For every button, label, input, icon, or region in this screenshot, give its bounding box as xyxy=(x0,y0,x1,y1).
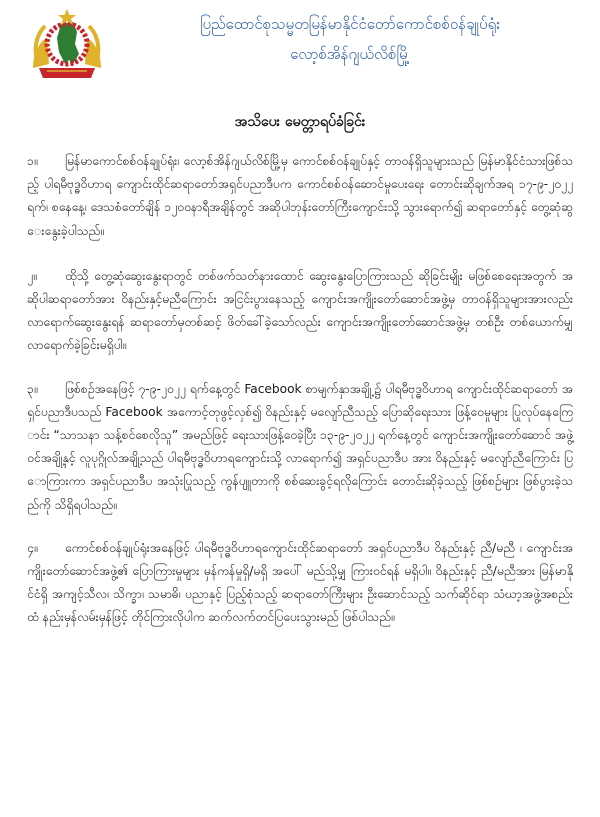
paragraph-4 xyxy=(27,537,573,630)
paragraph-text: ကောင်စစ်ဝန်ချုပ်ရုံးအနေဖြင့် ပါရမီဗုဒ္ဓဝိဟာရကျောင်းထိုင်ဆရာတော် အရှင်ပညာဒီပ ဝိနည်းနှင့် ညီ/မညီ ၊ ကျောင်းအကျိုးတော်ဆောင်အဖွဲ့၏ ပြောကြားမှုများ မှန်ကန်မှုရှိ/မရှိ အပေါ် မည်သို့မျှ ကြားဝင်ရန် မရှိပါ။ ဝိနည်းနှင့် ညီ/မညီအား မြန်မာနိုင်ငံရှိ အကျင့်သီလ၊ သိက္ခာ၊ သမာဓိ၊ ပညာနှင့် ပြည့်စုံသည့် ဆရာတော်ကြီးများ ဦးဆောင်သည့် သက်ဆိုင်ရာ သံဃာ့အဖွဲ့အစည်းထံ နည်းမှန်လမ်းမှန်ဖြင့် တိုင်ကြားလိုပါက ဆက်လက်တင်ပြပေးသွားမည် ဖြစ်ပါသည်။ xyxy=(27,540,573,625)
paragraph-number: ၂။ xyxy=(27,268,37,283)
paragraph-number: ၃။ xyxy=(27,381,38,396)
paragraph-2 xyxy=(27,265,573,358)
paragraph-1 xyxy=(27,150,573,243)
paragraph-number: ၁။ xyxy=(27,154,38,168)
paragraph-text: မြန်မာကောင်စစ်ဝန်ချုပ်ရုံး၊ လော့စ်အိန်ဂျယ်လိစ်မြို့မှ ကောင်စစ်ဝန်ချုပ်နှင့် တာဝန်ရှိသူများသည် မြန်မာနိုင်ငံသားဖြစ်သည့် ပါရမီဗုဒ္ဓဝိဟာရ ကျောင်းထိုင်ဆရာတော်အရှင်ပညာဒီပက ကောင်စစ်ဝန်ဆောင်မှုပေးရေး တောင်းဆိုချက်အရ ၁၇-၉-၂၀၂၂ ရက်၊ စနေနေ့၊ ဒေသစံတော်ချိန် ၁၂၀၀နာရီအချိန်တွင် အဆိုပါဘုန်းတော်ကြီးကျောင်းသို့ သွားရောက်၍ ဆရာတော်နှင့် တွေ့ဆုံဆွေးနွေးခဲ့ပါသည်။ xyxy=(27,154,573,238)
document-body xyxy=(27,150,573,650)
org-name-line2: လော့စ်အိန်ဂျယ်လိစ်မြို့ xyxy=(290,45,410,63)
paragraph-number: ၄။ xyxy=(27,540,38,555)
paragraph-text: ဖြစ်စဉ်အနေဖြင့် ၇-၉-၂၀၂၂ ရက်နေ့တွင် Facebook စာမျက်နှာအချို့၌ ပါရမီဗုဒ္ဓဝိဟာရ ကျောင်းထိုင်ဆရာတော် အရှင်ပညာဒီပသည် Facebook အကောင့်တုဖွင့်လှစ်၍ ဝိနည်းနှင့် မလျော်ညီသည့် ပြောဆိုရေးသား ဖြန့်ဝေမှုများ ပြုလုပ်နေကြောင်း “သာသနာ သန့်စင်စေလိုသူ” အမည်ဖြင့် ရေးသားဖြန့်ဝေခဲ့ပြီး ၁၃-၉-၂၀၂၂ ရက်နေ့တွင် ကျောင်းအကျိုးတော်ဆောင် အဖွဲ့ဝင်အချို့နှင့် လူပုဂ္ဂိုလ်အချို့သည် ပါရမီဗုဒ္ဓဝိဟာရကျောင်းသို့ လာရောက်၍ အရှင်ပညာဒီပ အား ဝိနည်းနှင့် မလျော်ညီကြောင်း ပြောကြားကာ အရှင်ပညာဒီပ အသုံးပြုသည့် ကွန်ပျူတာကို စစ်ဆေးခွင့်ရလိုကြောင်း တောင်းဆိုခဲ့သည့် ဖြစ်စဉ်များ ဖြစ်ပွားခဲ့သည်ကို သိရှိရပါသည်။ xyxy=(27,381,573,512)
state-emblem-icon xyxy=(29,8,105,80)
paragraph-3 xyxy=(27,378,573,517)
letterhead xyxy=(0,0,600,92)
document-title: အသိပေး မေတ္တာရပ်ခံခြင်း xyxy=(234,114,366,130)
paragraph-text: ထိုသို့ တွေ့ဆုံဆွေးနွေးရာတွင် တစ်ဖက်သတ်နားထောင် ဆွေးနွေးပြောကြားသည် ဆိုခြင်းမျိုး မဖြစ်စေရေးအတွက် အဆိုပါဆရာတော်အား ဝိနည်းနှင့်မညီကြောင်း အငြင်းပွားနေသည့် ကျောင်းအကျိုးတော်ဆောင်အဖွဲ့မှ တာဝန်ရှိသူများအားလည်း လာရောက်ဆွေးနွေးရန် ဆရာတော်မှတစ်ဆင့် ဖိတ်ခေါ်ခဲ့သော်လည်း ကျောင်းအကျိုးတော်ဆောင်အဖွဲ့မှ တစ်ဦး တစ်ယောက်မျှ လာရောက်ခဲ့ခြင်းမရှိပါ။ xyxy=(27,268,573,353)
org-name-line1: ပြည်ထောင်စုသမ္မတမြန်မာနိုင်ငံတော်ကောင်စစ်ဝန်ချုပ်ရုံး xyxy=(199,15,501,33)
